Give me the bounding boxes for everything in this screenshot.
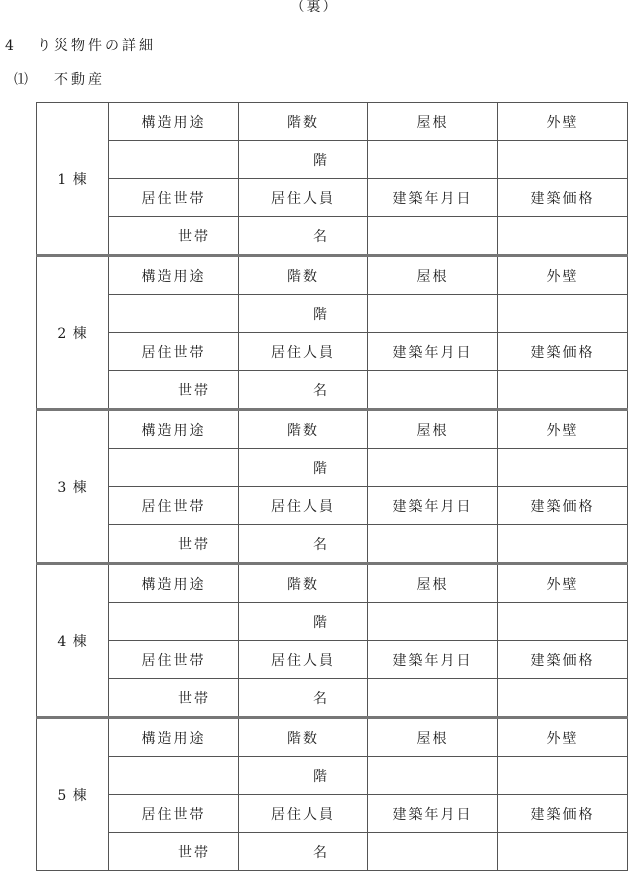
roof-field[interactable] (368, 295, 498, 333)
structure-use-field[interactable] (109, 141, 239, 179)
header-structure-use: 構造用途 (109, 103, 239, 141)
build-price-field[interactable] (498, 217, 628, 256)
subsection-number: ⑴ (14, 72, 28, 88)
header-households: 居住世帯 (109, 641, 239, 679)
building-label: 3 棟 (37, 410, 109, 564)
header-roof: 屋根 (368, 564, 498, 603)
header-build-date: 建築年月日 (368, 179, 498, 217)
section-heading (5, 36, 156, 56)
header-structure-use: 構造用途 (109, 256, 239, 295)
section-number: 4 (5, 38, 17, 54)
households-field[interactable]: 世帯 (109, 525, 239, 564)
header-households: 居住世帯 (109, 179, 239, 217)
header-floors: 階数 (239, 718, 368, 757)
roof-field[interactable] (368, 449, 498, 487)
header-build-price: 建築価格 (498, 641, 628, 679)
building-block (37, 103, 628, 256)
header-build-date: 建築年月日 (368, 641, 498, 679)
section-title: り災物件の詳細 (37, 38, 156, 54)
structure-use-field[interactable] (109, 449, 239, 487)
header-residents: 居住人員 (239, 333, 368, 371)
header-structure-use: 構造用途 (109, 564, 239, 603)
header-build-date: 建築年月日 (368, 333, 498, 371)
header-floors: 階数 (239, 410, 368, 449)
real-estate-table (36, 102, 628, 871)
header-roof: 屋根 (368, 718, 498, 757)
building-label: 2 棟 (37, 256, 109, 410)
floors-field[interactable]: 階 (239, 141, 368, 179)
building-label: 1 棟 (37, 103, 109, 256)
header-structure-use: 構造用途 (109, 718, 239, 757)
exterior-wall-field[interactable] (498, 449, 628, 487)
page-title: （裏） (290, 0, 339, 15)
residents-field[interactable]: 名 (239, 217, 368, 256)
header-roof: 屋根 (368, 410, 498, 449)
building-label: 4 棟 (37, 564, 109, 718)
floors-field[interactable]: 階 (239, 603, 368, 641)
build-date-field[interactable] (368, 525, 498, 564)
building-block (37, 256, 628, 410)
building-block (37, 564, 628, 718)
header-exterior-wall: 外壁 (498, 103, 628, 141)
header-exterior-wall: 外壁 (498, 718, 628, 757)
building-label: 5 棟 (37, 718, 109, 871)
build-date-field[interactable] (368, 217, 498, 256)
header-households: 居住世帯 (109, 487, 239, 525)
header-build-price: 建築価格 (498, 795, 628, 833)
header-roof: 屋根 (368, 103, 498, 141)
build-price-field[interactable] (498, 525, 628, 564)
header-households: 居住世帯 (109, 795, 239, 833)
structure-use-field[interactable] (109, 295, 239, 333)
households-field[interactable]: 世帯 (109, 217, 239, 256)
roof-field[interactable] (368, 141, 498, 179)
header-build-price: 建築価格 (498, 333, 628, 371)
header-floors: 階数 (239, 256, 368, 295)
floors-field[interactable]: 階 (239, 757, 368, 795)
header-roof: 屋根 (368, 256, 498, 295)
subsection-heading (14, 70, 105, 90)
header-build-date: 建築年月日 (368, 795, 498, 833)
households-field[interactable]: 世帯 (109, 833, 239, 871)
exterior-wall-field[interactable] (498, 603, 628, 641)
roof-field[interactable] (368, 757, 498, 795)
structure-use-field[interactable] (109, 603, 239, 641)
header-exterior-wall: 外壁 (498, 256, 628, 295)
exterior-wall-field[interactable] (498, 757, 628, 795)
build-price-field[interactable] (498, 833, 628, 871)
header-residents: 居住人員 (239, 179, 368, 217)
floors-field[interactable]: 階 (239, 449, 368, 487)
residents-field[interactable]: 名 (239, 679, 368, 718)
build-price-field[interactable] (498, 371, 628, 410)
build-price-field[interactable] (498, 679, 628, 718)
header-households: 居住世帯 (109, 333, 239, 371)
build-date-field[interactable] (368, 833, 498, 871)
subsection-title: 不動産 (54, 72, 105, 88)
exterior-wall-field[interactable] (498, 141, 628, 179)
roof-field[interactable] (368, 603, 498, 641)
residents-field[interactable]: 名 (239, 371, 368, 410)
exterior-wall-field[interactable] (498, 295, 628, 333)
residents-field[interactable]: 名 (239, 525, 368, 564)
building-block (37, 410, 628, 564)
build-date-field[interactable] (368, 371, 498, 410)
floors-field[interactable]: 階 (239, 295, 368, 333)
structure-use-field[interactable] (109, 757, 239, 795)
residents-field[interactable]: 名 (239, 833, 368, 871)
header-floors: 階数 (239, 103, 368, 141)
header-exterior-wall: 外壁 (498, 410, 628, 449)
header-residents: 居住人員 (239, 795, 368, 833)
households-field[interactable]: 世帯 (109, 371, 239, 410)
building-block (37, 718, 628, 871)
header-build-date: 建築年月日 (368, 487, 498, 525)
households-field[interactable]: 世帯 (109, 679, 239, 718)
build-date-field[interactable] (368, 679, 498, 718)
header-residents: 居住人員 (239, 487, 368, 525)
header-floors: 階数 (239, 564, 368, 603)
header-residents: 居住人員 (239, 641, 368, 679)
header-build-price: 建築価格 (498, 179, 628, 217)
header-build-price: 建築価格 (498, 487, 628, 525)
header-structure-use: 構造用途 (109, 410, 239, 449)
header-exterior-wall: 外壁 (498, 564, 628, 603)
